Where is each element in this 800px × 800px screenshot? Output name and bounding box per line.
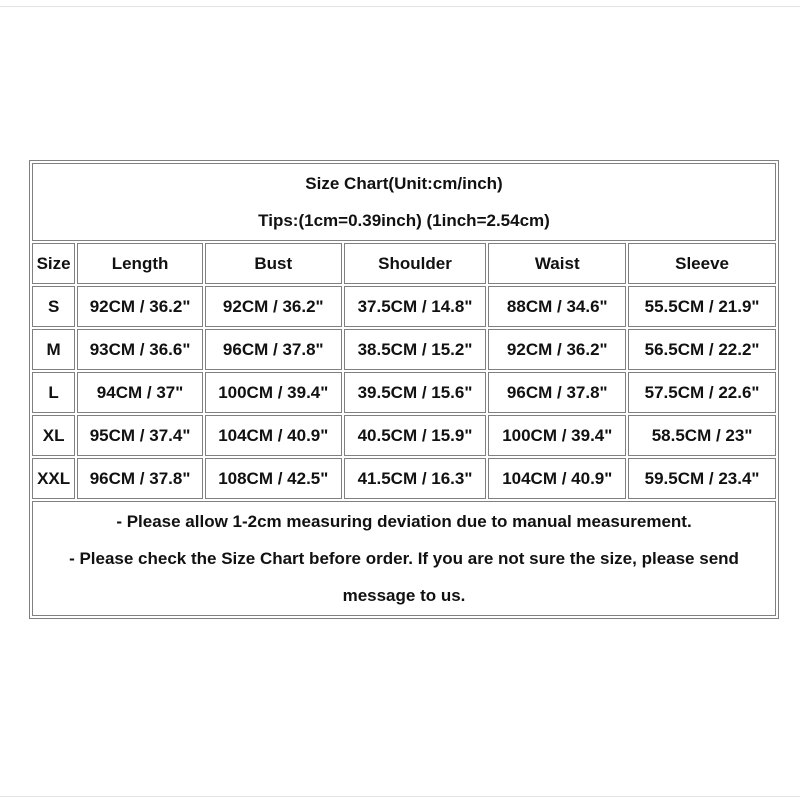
sleeve-cell: 57.5CM / 22.6" (628, 372, 776, 413)
header-bust: Bust (205, 243, 342, 284)
bust-cell: 100CM / 39.4" (205, 372, 342, 413)
waist-cell: 88CM / 34.6" (488, 286, 626, 327)
sleeve-cell: 56.5CM / 22.2" (628, 329, 776, 370)
sleeve-cell: 58.5CM / 23" (628, 415, 776, 456)
header-sleeve: Sleeve (628, 243, 776, 284)
waist-cell: 104CM / 40.9" (488, 458, 626, 499)
note-deviation: - Please allow 1-2cm measuring deviation due to manual measurement. (116, 512, 692, 531)
header-size: Size (32, 243, 75, 284)
bust-cell: 108CM / 42.5" (205, 458, 342, 499)
size-label: XXL (32, 458, 75, 499)
header-shoulder: Shoulder (344, 243, 487, 284)
chart-title-cell (32, 163, 776, 241)
size-label: S (32, 286, 75, 327)
table-row (32, 286, 776, 327)
sleeve-cell: 55.5CM / 21.9" (628, 286, 776, 327)
waist-cell: 96CM / 37.8" (488, 372, 626, 413)
header-length: Length (77, 243, 203, 284)
size-label: L (32, 372, 75, 413)
header-row (32, 243, 776, 284)
length-cell: 96CM / 37.8" (77, 458, 203, 499)
chart-title: Size Chart(Unit:cm/inch) (305, 174, 503, 193)
notes-row (32, 501, 776, 616)
bust-cell: 104CM / 40.9" (205, 415, 342, 456)
table-row (32, 415, 776, 456)
notes-cell (32, 501, 776, 616)
sleeve-cell: 59.5CM / 23.4" (628, 458, 776, 499)
table-row (32, 329, 776, 370)
shoulder-cell: 40.5CM / 15.9" (344, 415, 487, 456)
shoulder-cell: 37.5CM / 14.8" (344, 286, 487, 327)
size-label: XL (32, 415, 75, 456)
note-check-size: - Please check the Size Chart before order. If you are not sure the size, please send message to us. (69, 549, 739, 605)
table-row (32, 372, 776, 413)
chart-tips: Tips:(1cm=0.39inch) (1inch=2.54cm) (258, 211, 550, 230)
length-cell: 92CM / 36.2" (77, 286, 203, 327)
top-divider (0, 6, 800, 7)
title-row (32, 163, 776, 241)
shoulder-cell: 39.5CM / 15.6" (344, 372, 487, 413)
waist-cell: 100CM / 39.4" (488, 415, 626, 456)
shoulder-cell: 38.5CM / 15.2" (344, 329, 487, 370)
bust-cell: 96CM / 37.8" (205, 329, 342, 370)
waist-cell: 92CM / 36.2" (488, 329, 626, 370)
shoulder-cell: 41.5CM / 16.3" (344, 458, 487, 499)
table-row (32, 458, 776, 499)
header-waist: Waist (488, 243, 626, 284)
size-label: M (32, 329, 75, 370)
bust-cell: 92CM / 36.2" (205, 286, 342, 327)
length-cell: 93CM / 36.6" (77, 329, 203, 370)
bottom-divider (0, 796, 800, 797)
length-cell: 95CM / 37.4" (77, 415, 203, 456)
length-cell: 94CM / 37" (77, 372, 203, 413)
size-chart-table (29, 160, 779, 619)
